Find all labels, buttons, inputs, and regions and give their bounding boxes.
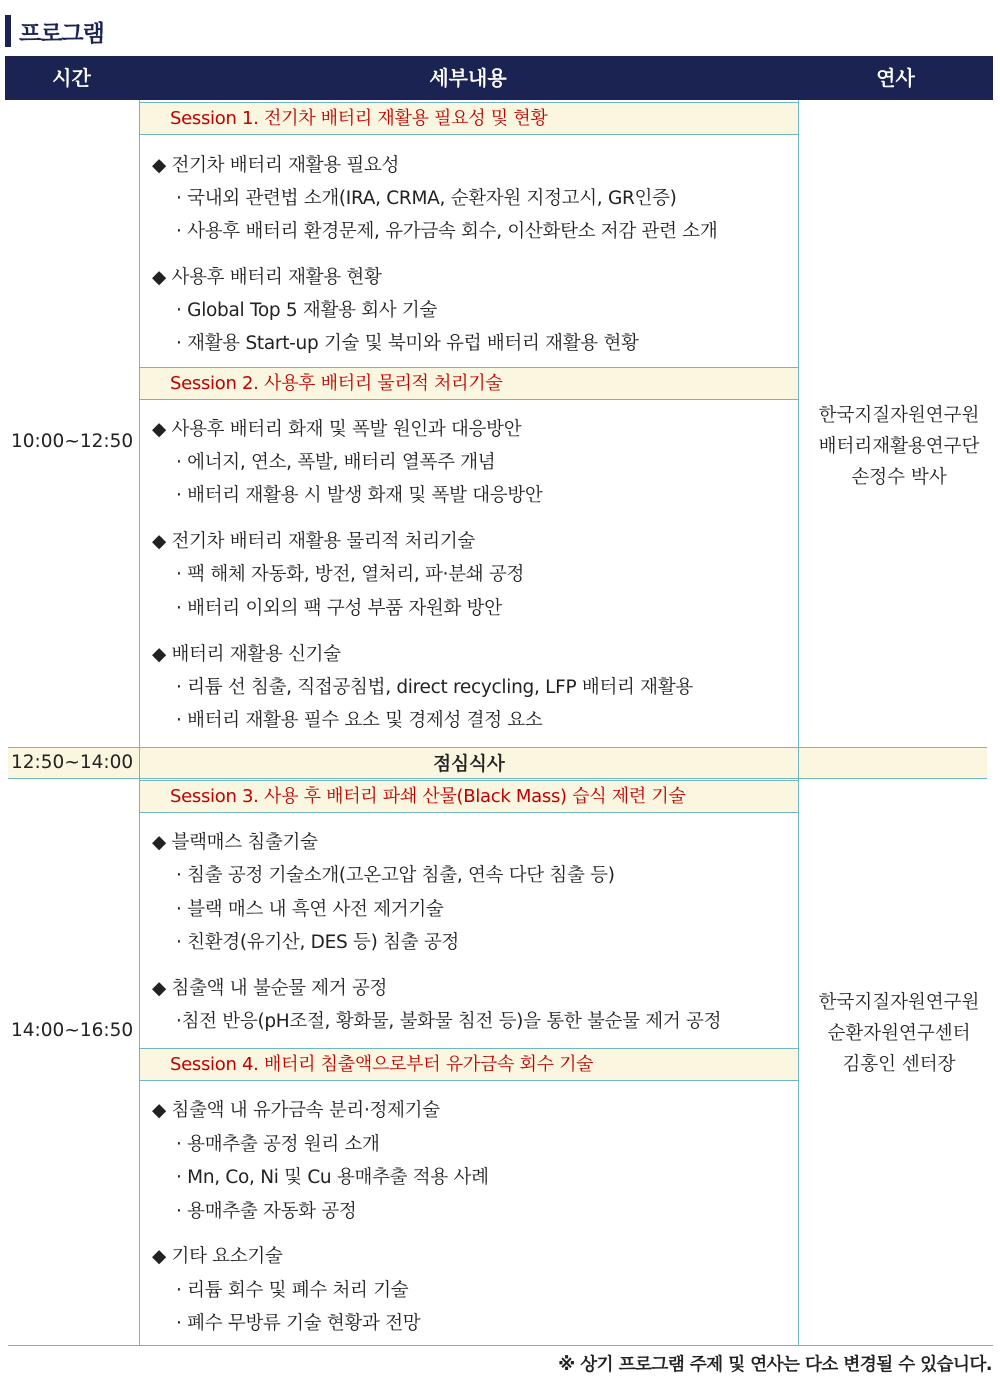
table-header: [5, 56, 993, 100]
topic-title: ◆ 블랙매스 침출기술: [152, 832, 318, 853]
session-4-title: Session 4. 배터리 침출액으로부터 유가금속 회수 기술: [140, 1048, 798, 1081]
page-title-block: [5, 14, 104, 48]
speaker-morning-name: 손정수 박사: [851, 467, 947, 488]
speaker-afternoon-dept: 순환자원연구센터: [827, 1023, 971, 1044]
session-2-title: Session 2. 사용후 배터리 물리적 처리기술: [140, 367, 798, 400]
speaker-morning: [799, 400, 999, 493]
lunch-label: 점심식사: [433, 754, 505, 775]
footnote: ※ 상기 프로그램 주제 및 연사는 다소 변경될 수 있습니다.: [558, 1355, 992, 1375]
topic-item: · 용매추출 공정 원리 소개: [176, 1134, 380, 1155]
column-divider-right: [798, 100, 799, 1346]
topic-item: · 사용후 배터리 환경문제, 유가금속 회수, 이산화탄소 저감 관련 소개: [176, 221, 718, 242]
topic-item: · 블랙 매스 내 흑연 사전 제거기술: [176, 899, 444, 920]
table-bottom-border: [8, 1345, 993, 1346]
topic-item: · Mn, Co, Ni 및 Cu 용매추출 적용 사례: [176, 1167, 489, 1188]
topic-item: · 에너지, 연소, 폭발, 배터리 열폭주 개념: [176, 452, 496, 473]
session-1-title: Session 1. 전기차 배터리 재활용 필요성 및 현황: [140, 102, 798, 135]
column-divider-left: [139, 100, 140, 1346]
session-3-title: Session 3. 사용 후 배터리 파쇄 산물(Black Mass) 습식 제련 기술: [140, 780, 798, 813]
lunch-divider-right: [798, 747, 799, 779]
topic-title: ◆ 전기차 배터리 재활용 물리적 처리기술: [152, 531, 475, 552]
speaker-morning-dept: 배터리재활용연구단: [818, 436, 980, 457]
header-speaker: 연사: [876, 66, 915, 90]
topic-item: · 폐수 무방류 기술 현황과 전망: [176, 1313, 421, 1334]
topic-item: · 재활용 Start-up 기술 및 북미와 유럽 배터리 재활용 현황: [176, 333, 639, 354]
topic-title: ◆ 사용후 배터리 화재 및 폭발 원인과 대응방안: [152, 419, 522, 440]
time-morning: 10:00~12:50: [11, 431, 134, 452]
topic-item: ·침전 반응(pH조절, 황화물, 불화물 침전 등)을 통한 불순물 제거 공정: [176, 1011, 722, 1032]
topic-title: ◆ 전기차 배터리 재활용 필요성: [152, 155, 400, 176]
topic-item: · 용매추출 자동화 공정: [176, 1201, 357, 1222]
topic-item: · 리튬 선 침출, 직접공침법, direct recycling, LFP 배터리 재활용: [176, 677, 693, 698]
time-afternoon: 14:00~16:50: [11, 1020, 134, 1041]
title-accent-bar: [5, 15, 11, 47]
topic-item: · 배터리 재활용 필수 요소 및 경제성 결정 요소: [176, 710, 543, 731]
topic-title: ◆ 침출액 내 유가금속 분리·정제기술: [152, 1100, 440, 1121]
speaker-afternoon: [799, 987, 999, 1080]
header-detail: 세부내용: [429, 66, 507, 90]
speaker-afternoon-org: 한국지질자원연구원: [818, 992, 980, 1013]
topic-item: · 리튬 회수 및 폐수 처리 기술: [176, 1280, 409, 1301]
time-lunch: 12:50~14:00: [11, 752, 134, 773]
topic-item: · 팩 해체 자동화, 방전, 열처리, 파·분쇄 공정: [176, 564, 525, 585]
topic-item: · 친환경(유기산, DES 등) 침출 공정: [176, 932, 459, 953]
speaker-afternoon-name: 김홍인 센터장: [842, 1054, 956, 1075]
topic-title: ◆ 사용후 배터리 재활용 현황: [152, 267, 382, 288]
page-title: 프로그램: [19, 20, 104, 47]
topic-item: · Global Top 5 재활용 회사 기술: [176, 300, 438, 321]
topic-title: ◆ 기타 요소기술: [152, 1246, 283, 1267]
speaker-morning-org: 한국지질자원연구원: [818, 405, 980, 426]
topic-item: · 침출 공정 기술소개(고온고압 침출, 연속 다단 침출 등): [176, 865, 615, 886]
topic-title: ◆ 침출액 내 불순물 제거 공정: [152, 978, 388, 999]
topic-item: · 배터리 재활용 시 발생 화재 및 폭발 대응방안: [176, 485, 543, 506]
header-time: 시간: [52, 66, 91, 90]
topic-item: · 국내외 관련법 소개(IRA, CRMA, 순환자원 지정고시, GR인증): [176, 188, 677, 209]
topic-title: ◆ 배터리 재활용 신기술: [152, 644, 341, 665]
topic-item: · 배터리 이외의 팩 구성 부품 자원화 방안: [176, 598, 502, 619]
